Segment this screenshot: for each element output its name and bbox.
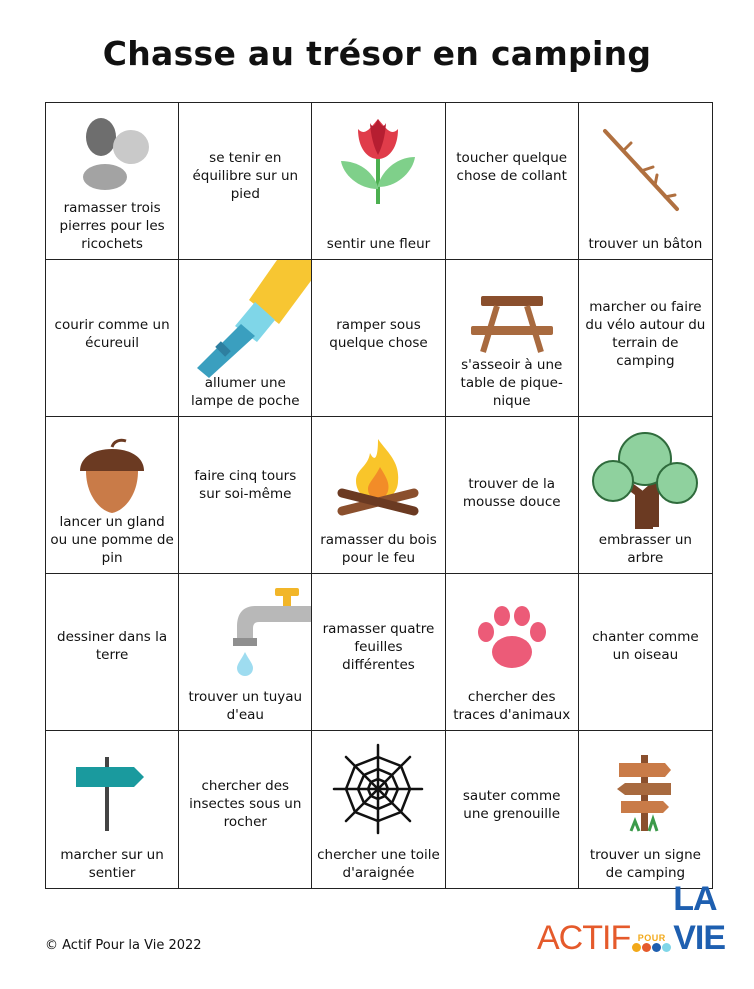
- spider-web-icon: [330, 741, 426, 837]
- grid-cell: [46, 574, 179, 731]
- grid-cell: [46, 731, 179, 888]
- logo-middle: [632, 933, 671, 952]
- trail-sign-icon: [72, 753, 152, 833]
- acorn-icon: [72, 435, 152, 525]
- scavenger-hunt-grid: [45, 102, 713, 889]
- logo-dots-icon: [632, 943, 671, 952]
- cell-label: trouver un tuyau d'eau: [188, 689, 303, 723]
- grid-cell: [179, 417, 312, 574]
- cell-label: sauter comme une grenouille: [462, 788, 561, 822]
- grid-cell: [312, 103, 445, 260]
- grid-cell: [46, 103, 179, 260]
- cell-label: se tenir en équilibre sur un pied: [192, 150, 299, 202]
- grid-cell: [46, 260, 179, 417]
- cell-label: dessiner dans la terre: [57, 629, 168, 663]
- cell-label: trouver de la mousse douce: [462, 476, 561, 510]
- cell-label: ramasser du bois pour le feu: [320, 532, 437, 566]
- cell-label: trouver un signe de camping: [589, 847, 701, 881]
- grid-cell: [446, 574, 579, 731]
- grid-cell: [179, 731, 312, 888]
- cell-label: courir comme un écureuil: [54, 317, 170, 351]
- cell-label: trouver un bâton: [588, 236, 703, 252]
- grid-cell: [179, 103, 312, 260]
- grid-cell: [579, 103, 712, 260]
- flashlight-icon: [179, 260, 312, 380]
- cell-label: chercher des insectes sous un rocher: [189, 778, 302, 830]
- paw-print-icon: [472, 602, 552, 672]
- cell-label: chercher des traces d'animaux: [453, 689, 571, 723]
- grid-cell: [179, 260, 312, 417]
- grid-cell: [579, 574, 712, 731]
- cell-label: embrasser un arbre: [598, 532, 692, 566]
- grid-cell: [446, 103, 579, 260]
- grid-cell: [46, 417, 179, 574]
- grid-cell: [579, 260, 712, 417]
- cell-label: ramasser quatre feuilles différentes: [322, 621, 435, 673]
- grid-cell: [312, 731, 445, 888]
- page-title: Chasse au trésor en camping: [102, 34, 652, 73]
- flower-icon: [323, 109, 433, 209]
- stones-icon: [67, 115, 157, 195]
- cell-label: s'asseoir à une table de pique-nique: [460, 357, 563, 409]
- grid-cell: [579, 731, 712, 888]
- cell-label: toucher quelque chose de collant: [456, 150, 568, 184]
- grid-cell: [446, 260, 579, 417]
- cell-label: chercher une toile d'araignée: [317, 847, 440, 881]
- wooden-signpost-icon: [605, 753, 685, 833]
- grid-cell: [312, 417, 445, 574]
- cell-label: allumer une lampe de poche: [190, 375, 300, 409]
- grid-cell: [579, 417, 712, 574]
- grid-cell: [312, 260, 445, 417]
- grid-cell: [446, 417, 579, 574]
- cell-label: marcher ou faire du vélo autour du terrain de camping: [585, 299, 706, 369]
- logo-pour-text: POUR: [637, 933, 666, 943]
- logo-actif-text: ACTIF: [537, 919, 631, 957]
- cell-label: ramasser trois pierres pour les ricochets: [59, 200, 165, 252]
- grid-cell: [179, 574, 312, 731]
- actif-pour-la-vie-logo: [537, 880, 754, 958]
- stick-icon: [595, 125, 695, 225]
- tree-icon: [585, 423, 705, 533]
- copyright-text: © Actif Pour la Vie 2022: [45, 938, 202, 953]
- cell-label: marcher sur un sentier: [60, 847, 164, 881]
- water-tap-icon: [179, 584, 312, 684]
- campfire-icon: [328, 433, 428, 523]
- grid-cell: [312, 574, 445, 731]
- cell-label: chanter comme un oiseau: [592, 629, 699, 663]
- logo-la-vie-text: LA VIE: [673, 880, 726, 957]
- cell-label: sentir une fleur: [326, 236, 431, 252]
- cell-label: ramper sous quelque chose: [329, 317, 428, 351]
- grid-cell: [446, 731, 579, 888]
- cell-label: lancer un gland ou une pomme de pin: [50, 514, 174, 566]
- cell-label: faire cinq tours sur soi-même: [194, 468, 297, 502]
